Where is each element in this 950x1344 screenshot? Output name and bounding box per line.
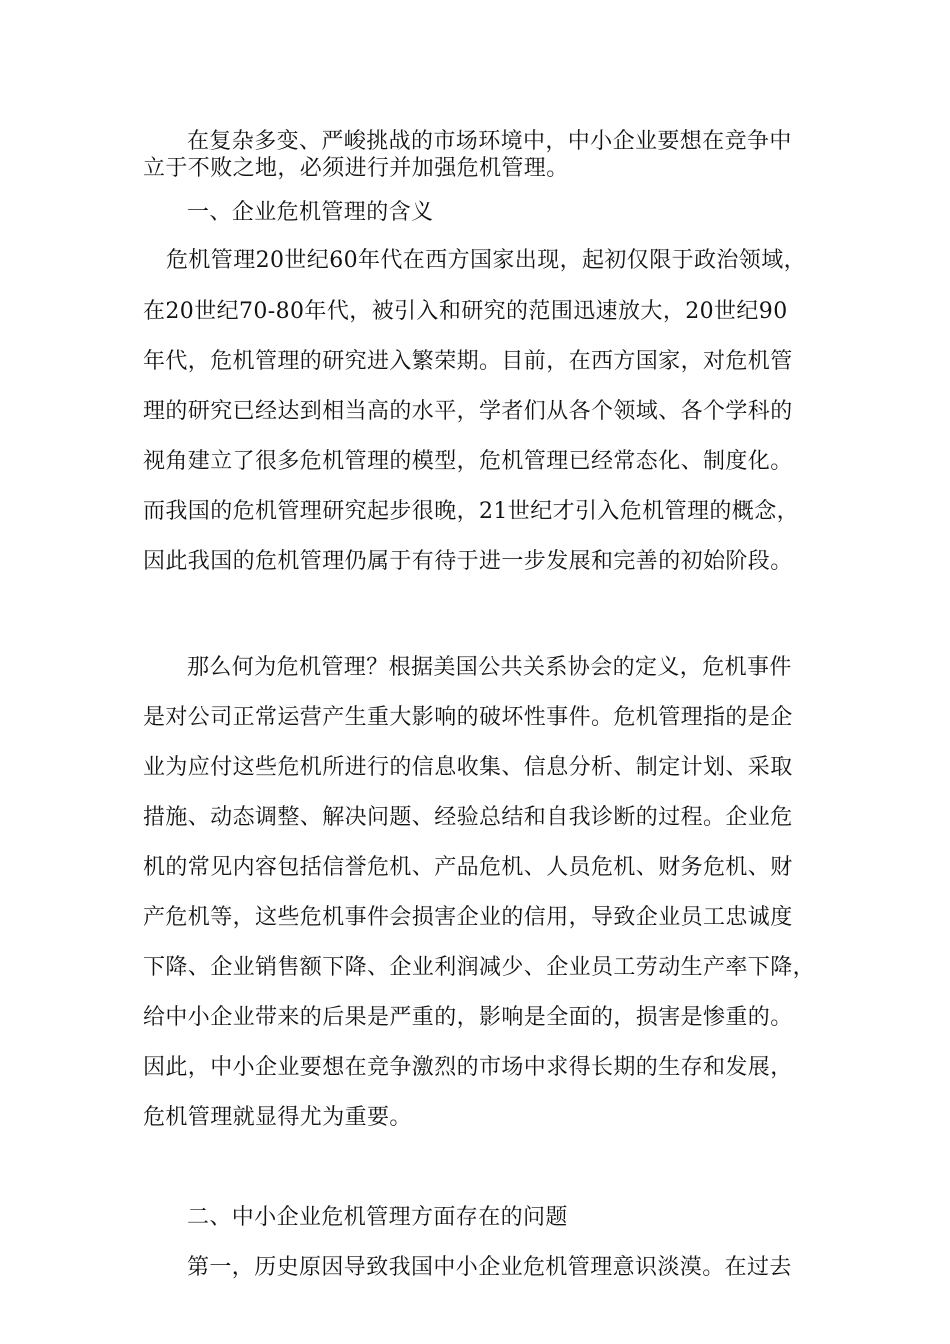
paragraph-line: 理的研究已经达到相当高的水平，学者们从各个领域、各个学科的 (143, 399, 793, 424)
paragraph-line: 那么何为危机管理？根据美国公共关系协会的定义，危机事件 (187, 655, 792, 680)
paragraph-line: 在20世纪70-80年代，被引入和研究的范围迅速放大，20世纪90 (143, 299, 788, 324)
paragraph-line: 第一，历史原因导致我国中小企业危机管理意识淡漠。在过去 (187, 1255, 792, 1280)
intro-line-2: 立于不败之地，必须进行并加强危机管理。 (143, 156, 569, 181)
paragraph-line: 是对公司正常运营产生重大影响的破坏性事件。危机管理指的是企 (143, 705, 793, 730)
paragraph-line: 机的常见内容包括信誉危机、产品危机、人员危机、财务危机、财 (143, 855, 793, 880)
paragraph-line: 业为应付这些危机所进行的信息收集、信息分析、制定计划、采取 (143, 755, 793, 780)
paragraph-line: 视角建立了很多危机管理的模型，危机管理已经常态化、制度化。 (143, 449, 793, 474)
paragraph-line: 给中小企业带来的后果是严重的，影响是全面的，损害是惨重的。 (143, 1005, 793, 1030)
paragraph-line: 措施、动态调整、解决问题、经验总结和自我诊断的过程。企业危 (143, 805, 793, 830)
paragraph-line: 下降、企业销售额下降、企业利润减少、企业员工劳动生产率下降， (143, 955, 816, 980)
intro-line-1: 在复杂多变、严峻挑战的市场环境中，中小企业要想在竞争中 (187, 129, 792, 154)
paragraph-line: 危机管理20世纪60年代在西方国家出现，起初仅限于政治领域， (166, 248, 806, 273)
paragraph-line: 年代，危机管理的研究进入繁荣期。目前，在西方国家，对危机管 (143, 349, 793, 374)
paragraph-line: 危机管理就显得尤为重要。 (143, 1105, 412, 1130)
section-heading-2: 二、中小企业危机管理方面存在的问题 (187, 1205, 568, 1230)
paragraph-line: 而我国的危机管理研究起步很晚，21世纪才引入危机管理的概念， (143, 499, 799, 524)
section-heading-1: 一、企业危机管理的含义 (187, 200, 434, 225)
paragraph-line: 产危机等，这些危机事件会损害企业的信用，导致企业员工忠诚度 (143, 905, 793, 930)
paragraph-line: 因此，中小企业要想在竞争激烈的市场中求得长期的生存和发展， (143, 1055, 793, 1080)
paragraph-line: 因此我国的危机管理仍属于有待于进一步发展和完善的初始阶段。 (143, 549, 793, 574)
